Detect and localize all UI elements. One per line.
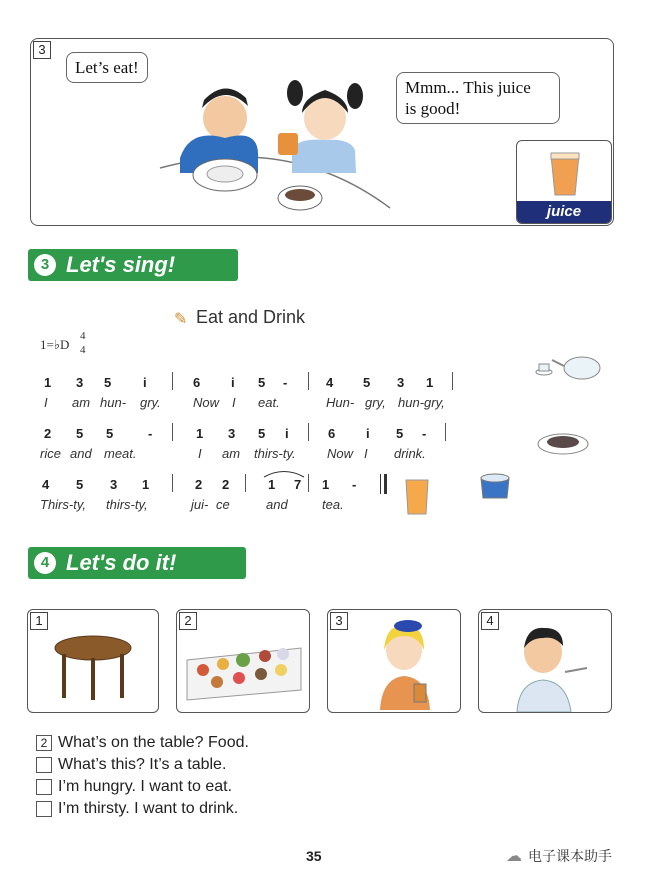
bar-line xyxy=(308,372,309,390)
note: 2 xyxy=(222,477,230,492)
note: 4 xyxy=(326,375,334,390)
sentence: What’s on the table? Food. xyxy=(58,734,249,751)
note: - xyxy=(422,426,427,441)
picture-number: 2 xyxy=(179,612,197,630)
picture-box-4 xyxy=(478,609,612,713)
note: 5 xyxy=(106,426,114,441)
page-number: 35 xyxy=(306,848,322,864)
section-header-do xyxy=(28,547,246,579)
teapot-icon xyxy=(530,346,610,386)
note: 1 xyxy=(426,375,434,390)
lyric: rice xyxy=(40,446,61,461)
lyric: thirs-ty. xyxy=(254,446,296,461)
scene-number: 3 xyxy=(33,41,51,59)
note: 6 xyxy=(328,426,336,441)
note: 3 xyxy=(228,426,236,441)
note: 3 xyxy=(397,375,405,390)
tea-cup-icon xyxy=(477,470,515,502)
section-number-do: 4 xyxy=(34,552,56,574)
note: - xyxy=(283,375,288,390)
bar-line xyxy=(452,372,453,390)
vocab-card-juice xyxy=(516,140,612,224)
lyric: hun-gry, xyxy=(398,395,445,410)
lyric: I xyxy=(232,395,236,410)
section-header-sing xyxy=(28,249,238,281)
lyric: meat. xyxy=(104,446,137,461)
section-number-sing: 3 xyxy=(34,254,56,276)
table-icon xyxy=(48,632,138,704)
section-title-do: Let's do it! xyxy=(66,550,177,575)
lyric: I xyxy=(198,446,202,461)
picture-box-3 xyxy=(327,609,461,713)
watermark: 电子课本助手 xyxy=(528,848,612,864)
answer-box[interactable] xyxy=(36,779,52,795)
note: 5 xyxy=(76,477,84,492)
note: - xyxy=(352,477,357,492)
lyric: Now xyxy=(327,446,354,461)
soup-bowl-icon xyxy=(536,430,590,456)
lyric: and xyxy=(70,446,92,461)
note: 4 xyxy=(42,477,50,492)
sentence: I’m hungry. I want to eat. xyxy=(58,778,233,795)
time-signature-bottom: 4 xyxy=(80,344,86,356)
speech-text-girl-line1: Mmm... This juice xyxy=(405,78,531,97)
note: 1 xyxy=(44,375,52,390)
bar-line xyxy=(245,474,246,492)
note: 2 xyxy=(44,426,52,441)
lyric: gry, xyxy=(365,395,386,410)
note: 2 xyxy=(195,477,203,492)
vocab-card-label: juice xyxy=(517,201,611,223)
note: 6 xyxy=(193,375,201,390)
lyric: tea. xyxy=(322,497,344,512)
lyric: I xyxy=(364,446,368,461)
note: 5 xyxy=(363,375,371,390)
answer-number: 2 xyxy=(40,736,48,750)
food-table-icon xyxy=(183,620,305,708)
final-bar-thick xyxy=(384,474,387,494)
microphone-icon: ✎ xyxy=(174,311,188,328)
note: 1 xyxy=(196,426,204,441)
lyric: Thirs-ty, xyxy=(40,497,86,512)
picture-number: 1 xyxy=(30,612,48,630)
note: i xyxy=(366,426,370,441)
answer-box[interactable] xyxy=(36,757,52,773)
section-title-sing: Let's sing! xyxy=(66,252,176,277)
final-bar-thin xyxy=(380,474,381,494)
speech-text-girl-line2: is good! xyxy=(405,99,461,118)
lyric: and xyxy=(266,497,288,512)
note: 3 xyxy=(110,477,118,492)
note: i xyxy=(285,426,289,441)
lyric: ce xyxy=(216,497,230,512)
picture-box-1 xyxy=(27,609,159,713)
picture-number: 3 xyxy=(330,612,348,630)
note: i xyxy=(231,375,235,390)
picture-box-2 xyxy=(176,609,310,713)
speech-text-boy: Let’s eat! xyxy=(75,58,139,77)
lyric: Now xyxy=(193,395,220,410)
time-signature-top: 4 xyxy=(80,330,86,342)
note: 5 xyxy=(104,375,112,390)
juice-glass-icon xyxy=(404,476,430,516)
sentence: What’s this? It’s a table. xyxy=(58,756,227,773)
lyric: am xyxy=(72,395,91,410)
answer-box[interactable] xyxy=(36,735,52,751)
note: 5 xyxy=(258,375,266,390)
note: 5 xyxy=(396,426,404,441)
lyric: gry. xyxy=(140,395,161,410)
girl-drinking-icon xyxy=(358,614,448,710)
note: - xyxy=(148,426,153,441)
wechat-icon: ☁ xyxy=(506,848,522,865)
lyric: hun- xyxy=(100,395,127,410)
bar-line xyxy=(308,474,309,492)
note: i xyxy=(143,375,147,390)
sentence: I’m thirsty. I want to drink. xyxy=(58,800,239,817)
speech-bubble-boy xyxy=(66,52,148,83)
note: 5 xyxy=(76,426,84,441)
note: 1 xyxy=(322,477,330,492)
answer-box[interactable] xyxy=(36,801,52,817)
lyric: eat. xyxy=(258,395,280,410)
juice-glass-icon xyxy=(545,147,585,197)
speech-bubble-girl xyxy=(396,72,560,124)
note: 1 xyxy=(142,477,150,492)
bar-line xyxy=(172,423,173,441)
bar-line xyxy=(445,423,446,441)
lyric: Hun- xyxy=(326,395,355,410)
lyric: thirs-ty, xyxy=(106,497,148,512)
bar-line xyxy=(172,474,173,492)
lyric: jui- xyxy=(191,497,209,512)
bar-line xyxy=(172,372,173,390)
lyric: am xyxy=(222,446,241,461)
note: 7 xyxy=(294,477,302,492)
picture-number: 4 xyxy=(481,612,499,630)
bar-line xyxy=(308,423,309,441)
boy-eating-icon xyxy=(503,616,599,712)
note: 5 xyxy=(258,426,266,441)
song-key: 1=♭D xyxy=(40,337,70,352)
song-title: Eat and Drink xyxy=(196,307,306,327)
note: 1 xyxy=(268,477,276,492)
note: 3 xyxy=(76,375,84,390)
lyric: drink. xyxy=(394,446,426,461)
lyric: I xyxy=(44,395,48,410)
